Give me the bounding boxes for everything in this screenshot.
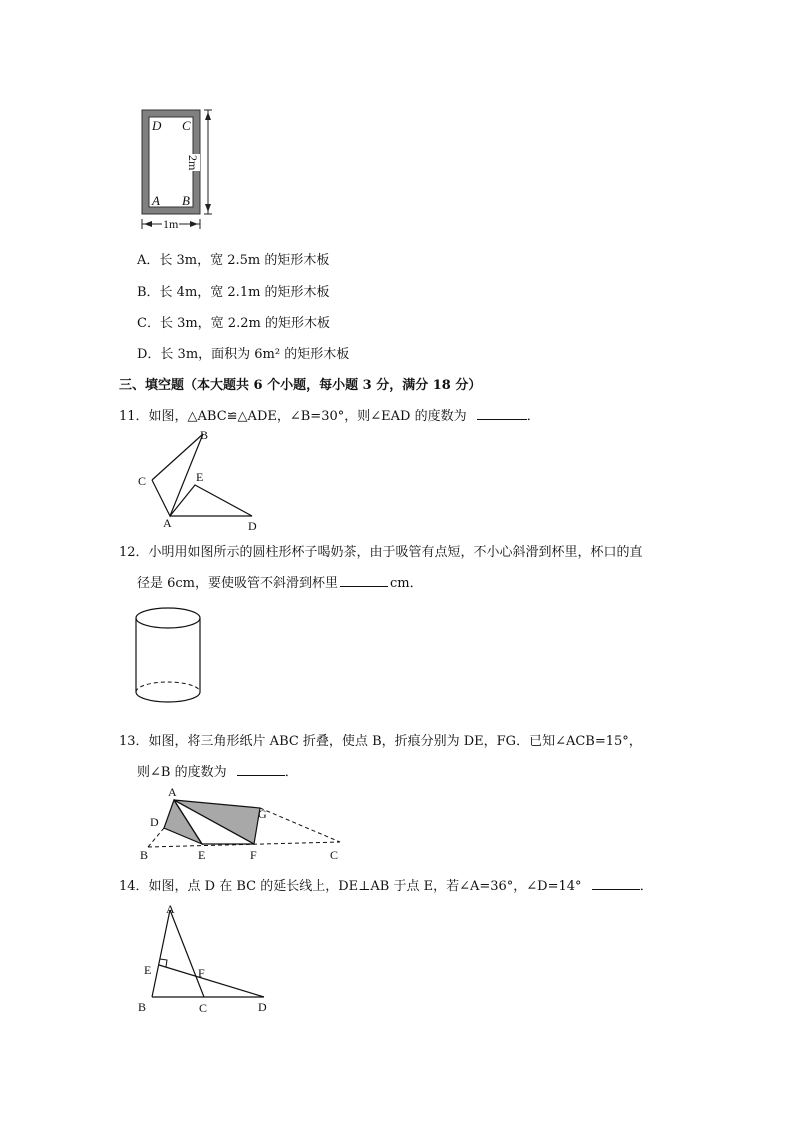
width-label: 1m [163,217,179,231]
answer-blank-12[interactable] [340,574,388,587]
q11-point-a: A [163,516,172,530]
question-11-text: 11．如图，△ABC≌△ADE，∠B=30°，则∠EAD 的度数为 [119,409,467,424]
cylinder-svg [135,600,215,720]
corner-label-b: B [182,193,190,208]
q14-point-c: C [199,1001,208,1015]
q14-point-a: A [166,902,175,916]
q13-point-a: A [168,785,177,799]
q11-point-e: E [196,470,204,484]
question-12-line2 [137,572,423,591]
height-label: 2m [186,155,200,171]
question-13-end: ． [284,765,298,780]
q11-point-d: D [248,519,257,533]
q14-point-b: B [138,1000,147,1014]
question-12-line1: 12．小明用如图所示的圆柱形杯子喝奶茶，由于吸管有点短，不小心斜滑到杯里，杯口的直 [119,545,643,560]
question-12-unit: cm． [390,576,423,591]
section-title: 三、填空题（本大题共 6 个小题，每小题 3 分，满分 18 分） [119,378,482,393]
corner-label-a: A [152,193,160,208]
q14-point-e: E [144,963,152,977]
q13-point-g: G [258,807,267,821]
option-c: C．长 3m，宽 2.2m 的矩形木板 [137,316,330,331]
answer-blank-11[interactable] [477,407,527,420]
question-14-end: ． [639,879,653,894]
answer-blank-14[interactable] [592,877,640,890]
option-b: B．长 4m，宽 2.1m 的矩形木板 [137,285,330,300]
q13-point-e: E [198,848,206,862]
question-11-end: ． [526,409,540,424]
question-13-text: 则∠B 的度数为 [137,765,227,780]
answer-blank-13[interactable] [237,763,285,776]
q14-point-f: F [198,966,205,980]
question-14 [119,875,653,894]
q13-point-d: D [150,815,159,829]
q11-point-b: B [200,428,209,442]
q13-point-b: B [140,848,149,862]
q11-point-c: C [138,474,147,488]
corner-label-c: C [182,118,191,133]
q14-point-d: D [258,1000,267,1014]
option-d: D．长 3m，面积为 6m² 的矩形木板 [137,347,350,362]
question-12-text: 径是 6cm，要使吸管不斜滑到杯里 [137,576,339,591]
question-11 [119,405,540,424]
question-14-text: 14．如图，点 D 在 BC 的延长线上，DE⊥AB 于点 E，若∠A=36°，∠D=14° [119,879,582,894]
q11-triangles-svg [140,425,280,525]
option-a: A．长 3m，宽 2.5m 的矩形木板 [137,253,330,268]
q14-triangle-svg [140,900,280,1010]
q13-point-f: F [250,848,257,862]
corner-label-d: D [152,118,162,133]
question-13-line2 [137,761,298,780]
q13-point-c: C [330,848,339,862]
question-13-line1: 13．如图，将三角形纸片 ABC 折叠，使点 B，折痕分别为 DE，FG．已知∠ACB=15°， [119,734,642,749]
